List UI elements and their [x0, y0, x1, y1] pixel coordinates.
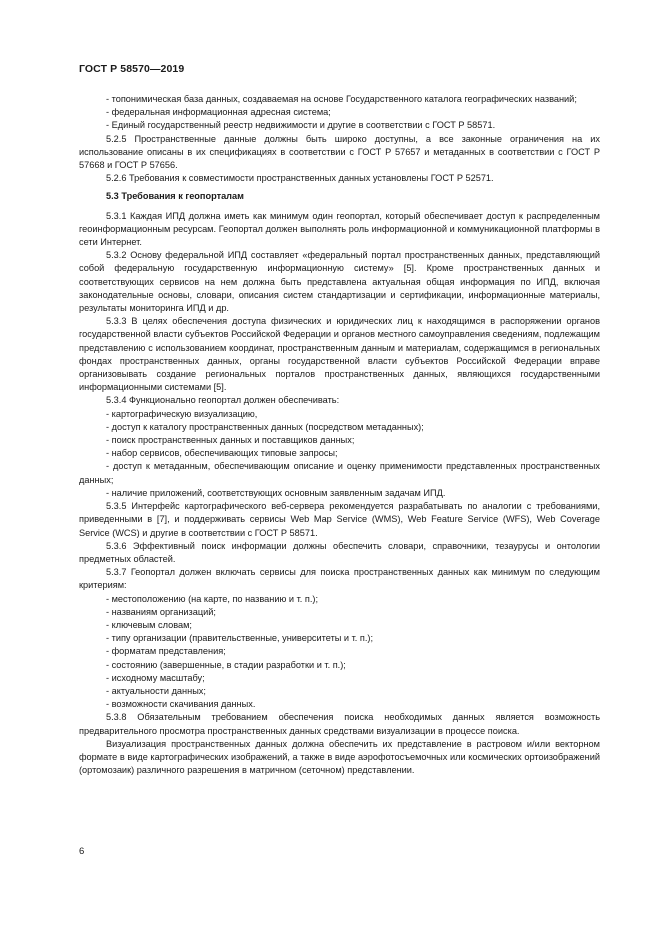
list-item: - наличие приложений, соответствующих основным заявленным задачам ИПД.	[106, 487, 446, 498]
paragraph-5-3-5: 5.3.5 Интерфейс картографического веб-сервера рекомендуется разрабатывать по аналогии с требованиями, приведенными в [7], и поддерживать сервисы Web Map Service (WMS), Web Feature Service (WFS), Web Coverage Service (WCS) и другие в соответствии с ГОСТ Р 58571.	[79, 501, 600, 538]
paragraph-5-2-6: 5.2.6 Требования к совместимости пространственных данных установлены ГОСТ Р 52571.	[106, 173, 494, 184]
paragraph-5-2-5: 5.2.5 Пространственные данные должны быть широко доступны, а все законные ограничения на их использование описаны в их спецификациях в соответствии с ГОСТ Р 57657 и метаданных в соответствии с ГОСТ Р 57668 и ГОСТ Р 57656.	[79, 133, 600, 171]
document-header: ГОСТ Р 58570—2019	[79, 63, 185, 75]
list-item: - доступ к каталогу пространственных данных (посредством метаданных);	[106, 421, 424, 432]
list-item: - топонимическая база данных, создаваемая на основе Государственного каталога географических названий;	[106, 94, 577, 104]
list-item: - состоянию (завершенные, в стадии разработки и т. п.);	[106, 659, 346, 670]
paragraph-5-3-1: 5.3.1 Каждая ИПД должна иметь как минимум один геопортал, который обеспечивает доступ к распределенным геоинформационным ресурсам. Геопортал должен выполнять роль информационной и коммуникационной платформы в сети Интернет.	[79, 210, 600, 248]
paragraph-5-3-8: 5.3.8 Обязательным требованием обеспечения поиска необходимых данных является возможность предварительного просмотра пространственных данных средствами визуализации в процессе поиска.	[79, 712, 600, 736]
list-item: - Единый государственный реестр недвижимости и другие в соответствии с ГОСТ Р 58571.	[106, 120, 496, 131]
document-body	[79, 93, 600, 777]
list-item: - актуальности данных;	[106, 685, 206, 696]
list-item: - возможности скачивания данных.	[106, 699, 256, 710]
paragraph-5-3-4: 5.3.4 Функционально геопортал должен обеспечивать:	[106, 395, 340, 406]
section-title-5-3: 5.3 Требования к геопорталам	[106, 191, 244, 202]
list-item: - форматам представления;	[106, 646, 226, 657]
list-item: - картографическую визуализацию,	[106, 408, 258, 419]
paragraph-5-3-6: 5.3.6 Эффективный поиск информации должны обеспечить словари, справочники, тезаурусы и онтологии предметных областей.	[79, 540, 600, 564]
list-item: - набор сервисов, обеспечивающих типовые запросы;	[106, 448, 338, 459]
list-item: - федеральная информационная адресная система;	[106, 107, 331, 118]
paragraph-5-3-2: 5.3.2 Основу федеральной ИПД составляет «федеральный портал пространственных данных, представляющий собой федеральную государственную информационную систему» [5]. Кроме пространственных данных и соответствующих сервисов на нем должна быть представлена актуальная общая информация по ИПД, включая законодательные основы, словари, описания систем стандартизации и сертификации, информационные материалы, результаты мониторинга ИПД и др.	[79, 250, 600, 314]
list-item: - доступ к метаданным, обеспечивающим описание и оценку применимости представленных пространственных данных;	[79, 461, 600, 485]
paragraph-5-3-3: 5.3.3 В целях обеспечения доступа физических и юридических лиц к находящимся в распоряжении органов государственной власти субъектов Российской Федерации и органов местного самоуправления сведениям, подлежащим представлению с использованием координат, пространственным данным и материалам, содержащимся в региональных фондах пространственных данных, органы государственной власти субъектов Российской Федерации вправе организовывать создание региональных порталов пространственных данных, являющихся государственными информационными системами [5].	[79, 316, 600, 393]
list-item: - местоположению (на карте, по названию и т. п.);	[106, 593, 319, 604]
list-item: - ключевым словам;	[106, 619, 192, 630]
list-item: - исходному масштабу;	[106, 672, 205, 683]
page-number: 6	[79, 846, 85, 857]
list-item: - названиям организаций;	[106, 606, 216, 617]
paragraph-visualization: Визуализация пространственных данных должна обеспечить их представление в растровом и/или векторном формате в виде картографических изображений, а также в виде аэрофотосъемочных или космических ортоизображений (ортомозаик) различного разрешения в матричном (сеточном) представлении.	[79, 738, 600, 776]
list-item: - поиск пространственных данных и поставщиков данных;	[106, 435, 355, 446]
paragraph-5-3-7: 5.3.7 Геопортал должен включать сервисы для поиска пространственных данных как минимум по следующим критериям:	[79, 567, 600, 591]
list-item: - типу организации (правительственные, университеты и т. п.);	[106, 633, 374, 644]
